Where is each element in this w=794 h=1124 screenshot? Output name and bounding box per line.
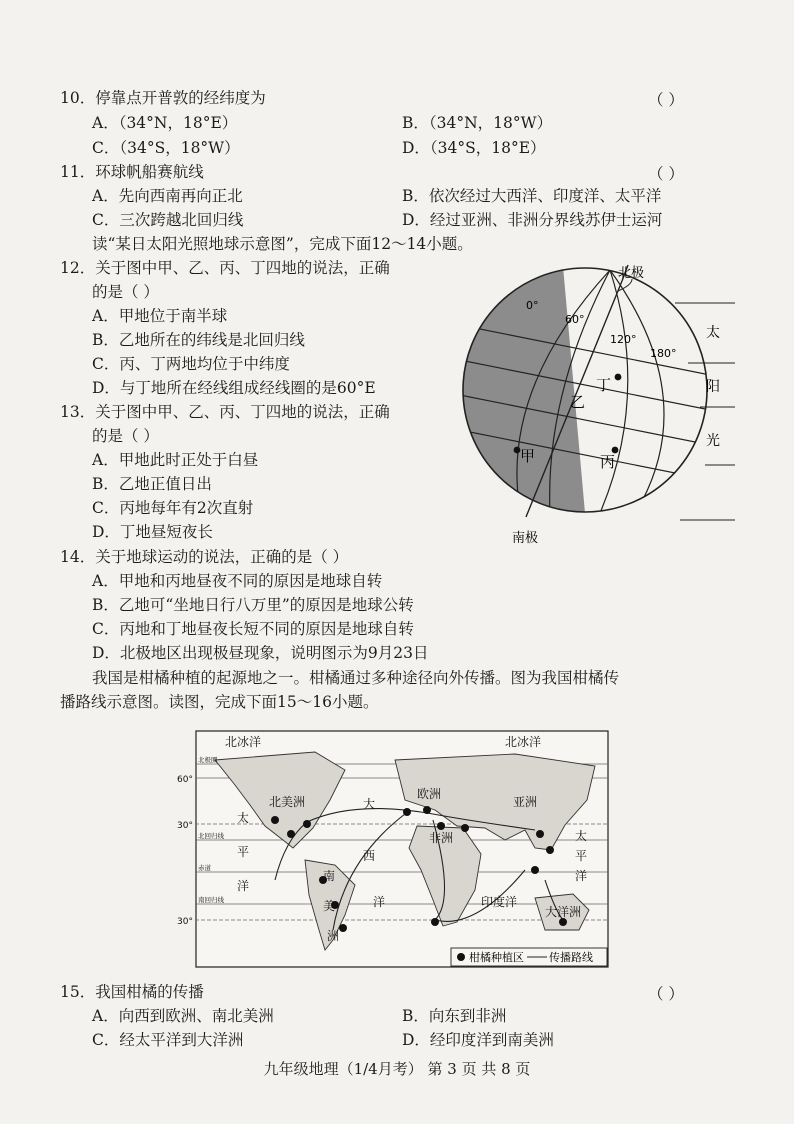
lon-180-label: 180°: [650, 347, 677, 360]
q10-option-c: C．（34°S，18°W）: [92, 139, 240, 157]
sunlight-label-2: 阳: [706, 379, 720, 395]
arctic-ocean-left-label: 北冰洋: [225, 735, 262, 749]
lon-120-label: 120°: [610, 333, 637, 346]
pacific-right-label-1: 太: [575, 829, 588, 843]
q14-option-c: C．丙地和丁地昼夜长短不同的原因是地球自转: [92, 620, 414, 638]
point-bing-label: 丙: [600, 453, 616, 471]
q14-option-b: B．乙地可“坐地日行八万里”的原因是地球公转: [92, 596, 414, 614]
pacific-left-label-3: 洋: [237, 879, 250, 893]
oceania-label: 大洋洲: [545, 905, 582, 919]
citrus-spread-map: [177, 730, 613, 970]
legend-plant-label: 柑橘种植区: [469, 951, 524, 964]
pacific-left-label-2: 平: [237, 845, 250, 859]
pacific-left-label-1: 太: [237, 811, 250, 825]
citrus-area-dot: [531, 866, 539, 874]
q12-stem-line2: 的是（ ）: [92, 283, 159, 301]
intro-12-14: 读“某日太阳光照地球示意图”，完成下面12～14小题。: [92, 235, 473, 253]
point-ding: [615, 374, 622, 381]
q11-answer-paren: （ ）: [648, 165, 684, 183]
legend-route-label: 传播路线: [549, 951, 593, 964]
q10-option-b: B．（34°N，18°W）: [402, 114, 553, 132]
lon-60-label: 60°: [565, 313, 585, 326]
north-america-label: 北美洲: [269, 795, 306, 809]
africa-label: 非洲: [429, 831, 454, 845]
citrus-area-dot: [303, 820, 311, 828]
q11-option-d: D．经过亚洲、非洲分界线苏伊士运河: [402, 211, 663, 229]
lat-60-label: 60°: [177, 775, 193, 785]
q13-option-b: B．乙地正值日出: [92, 475, 212, 493]
point-jia-label: 甲: [520, 447, 536, 465]
atlantic-label-3: 洋: [373, 895, 386, 909]
citrus-area-dot: [339, 924, 347, 932]
q12-option-d: D．与丁地所在经线组成经线圈的是60°E: [92, 379, 376, 397]
page-footer: 九年级地理（1/4月考） 第 3 页 共 8 页: [263, 1060, 531, 1078]
q11-option-a: A．先向西南再向正北: [92, 187, 243, 205]
intro-15-16-line2: 播路线示意图。读图，完成下面15～16小题。: [60, 693, 379, 711]
q14-option-a: A．甲地和丙地昼夜不同的原因是地球自转: [92, 572, 383, 590]
q15-option-b: B．向东到非洲: [402, 1007, 507, 1025]
lat-30s-label: 30°: [177, 917, 193, 927]
north-pole-label: 北极: [618, 266, 645, 281]
atlantic-label-1: 大: [363, 797, 376, 811]
q15-stem: 15．我国柑橘的传播: [60, 983, 204, 1001]
q14-stem: 14．关于地球运动的说法，正确的是（ ）: [60, 548, 349, 566]
q13-option-a: A．甲地此时正处于白昼: [92, 451, 259, 469]
arctic-ocean-right-label: 北冰洋: [505, 735, 542, 749]
citrus-area-dot: [423, 806, 431, 814]
q14-option-d: D．北极地区出现极昼现象，说明图示为9月23日: [92, 644, 429, 662]
citrus-area-dot: [559, 918, 567, 926]
q11-stem: 11．环球帆船赛航线: [60, 163, 204, 181]
intro-15-16-line1: 我国是柑橘种植的起源地之一。柑橘通过多种途径向外传播。图为我国柑橘传: [92, 669, 620, 687]
q12-option-b: B．乙地所在的纬线是北回归线: [92, 331, 305, 349]
q13-option-d: D．丁地昼短夜长: [92, 523, 213, 541]
q11-option-b: B．依次经过大西洋、印度洋、太平洋: [402, 187, 662, 205]
sunlight-label-3: 光: [706, 433, 720, 449]
asia-label: 亚洲: [513, 795, 538, 809]
citrus-area-dot: [431, 918, 439, 926]
q13-option-c: C．丙地每年有2次直射: [92, 499, 254, 517]
pacific-right-label-2: 平: [575, 849, 588, 863]
q10-option-d: D．（34°S，18°E）: [402, 139, 546, 157]
citrus-area-dot: [403, 808, 411, 816]
q15-option-c: C．经太平洋到大洋洲: [92, 1031, 244, 1049]
indian-ocean-label: 印度洋: [481, 895, 518, 909]
q15-answer-paren: （ ）: [648, 985, 684, 1003]
legend-plant-icon: [457, 953, 465, 961]
q15-option-d: D．经印度洋到南美洲: [402, 1031, 554, 1049]
citrus-area-dot: [461, 824, 469, 832]
q15-option-a: A．向西到欧洲、南北美洲: [92, 1007, 274, 1025]
q12-stem-line1: 12．关于图中甲、乙、丙、丁四地的说法，正确: [60, 259, 390, 277]
point-yi-label: 乙: [570, 393, 586, 411]
q13-stem-line1: 13．关于图中甲、乙、丙、丁四地的说法，正确: [60, 403, 390, 421]
citrus-area-dot: [287, 830, 295, 838]
q10-option-a: A．（34°N，18°E）: [92, 114, 238, 132]
sunlight-globe-diagram: [450, 255, 750, 550]
south-pole-label: 南极: [512, 531, 539, 546]
citrus-area-dot: [546, 846, 554, 854]
q11-option-c: C．三次跨越北回归线: [92, 211, 244, 229]
atlantic-label-2: 西: [363, 849, 376, 863]
citrus-area-dot: [437, 822, 445, 830]
south-america-label-3: 洲: [327, 929, 340, 943]
europe-label: 欧洲: [417, 787, 442, 801]
pacific-right-label-3: 洋: [575, 869, 588, 883]
equator-label: 赤道: [198, 864, 211, 872]
q12-option-c: C．丙、丁两地均位于中纬度: [92, 355, 290, 373]
south-america-label-2: 美: [323, 899, 336, 913]
q10-answer-paren: （ ）: [648, 91, 684, 109]
tropic-s-label: 南回归线: [198, 896, 224, 904]
point-ding-label: 丁: [596, 376, 612, 394]
south-america-label-1: 南: [323, 869, 336, 883]
lon-0-label: 0°: [526, 299, 539, 312]
q12-option-a: A．甲地位于南半球: [92, 307, 228, 325]
tropic-n-label: 北回归线: [198, 832, 224, 840]
lat-30n-label: 30°: [177, 821, 193, 831]
q13-stem-line2: 的是（ ）: [92, 427, 159, 445]
sunlight-label-1: 太: [706, 325, 720, 341]
q10-stem: 10．停靠点开普敦的经纬度为: [60, 89, 266, 107]
citrus-area-dot: [271, 816, 279, 824]
citrus-area-dot: [536, 830, 544, 838]
arctic-circle-label: 北极圈: [198, 756, 218, 764]
